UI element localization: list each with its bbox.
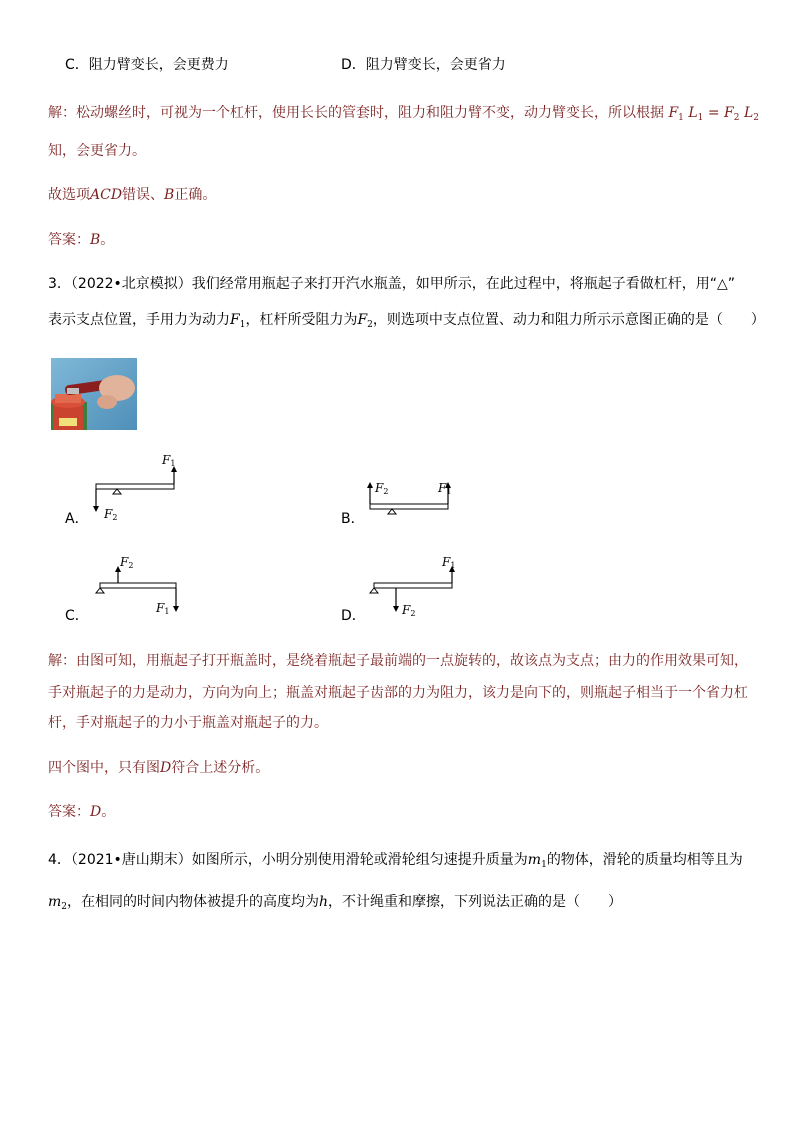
lever-formula: $F_1$ $L_1 = F_2$ $L_2$ [668, 105, 759, 123]
force-label-bottom: F2 [104, 507, 118, 522]
fulcrum-icon [113, 489, 121, 494]
lever-bar [96, 484, 174, 489]
q2-solution-line2: 知，会更省力。 [48, 143, 146, 159]
q3-solution-line3: 杆，手对瓶起子的力小于瓶盖对瓶起子的力。 [48, 715, 328, 731]
q2-answer: 答案：B。 [48, 232, 115, 248]
lever-bar [374, 583, 452, 588]
q3-solution-line1: 解：由图可知，用瓶起子打开瓶盖时，是绕着瓶起子最前端的一点旋转的，故该点为支点；由力的作用效果可知， [48, 653, 748, 669]
force-label-top: F1 [442, 555, 456, 570]
force-label-right: F1 [438, 481, 452, 496]
q4-stem-line1: 4．（2021•唐山期末）如图所示，小明分别使用滑轮或滑轮组匀速提升质量为$m_1$的物体，滑轮的质量均相等且为 [48, 852, 743, 870]
option-d-label: D． [341, 608, 366, 624]
force-label-top: F2 [120, 555, 134, 570]
force-label-bottom: F1 [156, 601, 170, 616]
option-c-label: C． [65, 608, 89, 624]
fulcrum-icon [388, 509, 396, 514]
force-label-left: F2 [375, 481, 389, 496]
fulcrum-icon [96, 588, 104, 593]
lever-bar [370, 504, 448, 509]
q3-stem-line2: 表示支点位置，手用力为动力$F_1$，杠杆所受阻力为$F_2$，则选项中支点位置、动力和阻力所示示意图正确的是（ ） [48, 312, 765, 330]
q3-stem-line1: 3．（2022•北京模拟）我们经常用瓶起子来打开汽水瓶盖，如甲所示，在此过程中，将瓶起子看做杠杆，用“△” [48, 276, 736, 292]
option-a-label: A． [65, 511, 89, 527]
fulcrum-icon [370, 588, 378, 593]
option-c-diagram [92, 554, 192, 620]
force-label-bottom: F2 [402, 603, 416, 618]
bottle-opener-photo [51, 358, 137, 430]
option-d-diagram [366, 554, 466, 620]
q2-conclusion: 故选项ACD错误、B正确。 [48, 187, 217, 203]
q3-conclusion: 四个图中，只有图D符合上述分析。 [48, 760, 270, 776]
q2-solution-line1 [48, 104, 759, 127]
q4-stem-line2: $m_2$，在相同的时间内物体被提升的高度均为h，不计绳重和摩擦，下列说法正确的是（ ） [48, 894, 623, 912]
force-label-top: F1 [162, 453, 176, 468]
q3-solution-line2: 手对瓶起子的力是动力，方向为向上；瓶盖对瓶起子齿部的力为阻力，该力是向下的，则瓶起子相当于一个省力杠 [48, 685, 748, 701]
solution-text: 松动螺丝时，可视为一个杠杆，使用长长的管套时，阻力和阻力臂不变，动力臂变长，所以根据 [76, 105, 664, 121]
option-c: C．阻力臂变长，会更费力 [65, 57, 229, 73]
lever-bar [100, 583, 176, 588]
option-a-diagram [90, 452, 190, 524]
option-d: D．阻力臂变长，会更省力 [341, 57, 506, 73]
option-b-label: B． [341, 511, 365, 527]
option-b-diagram [362, 478, 462, 522]
q3-answer: 答案：D。 [48, 804, 116, 820]
solution-lead: 解： [48, 105, 76, 121]
